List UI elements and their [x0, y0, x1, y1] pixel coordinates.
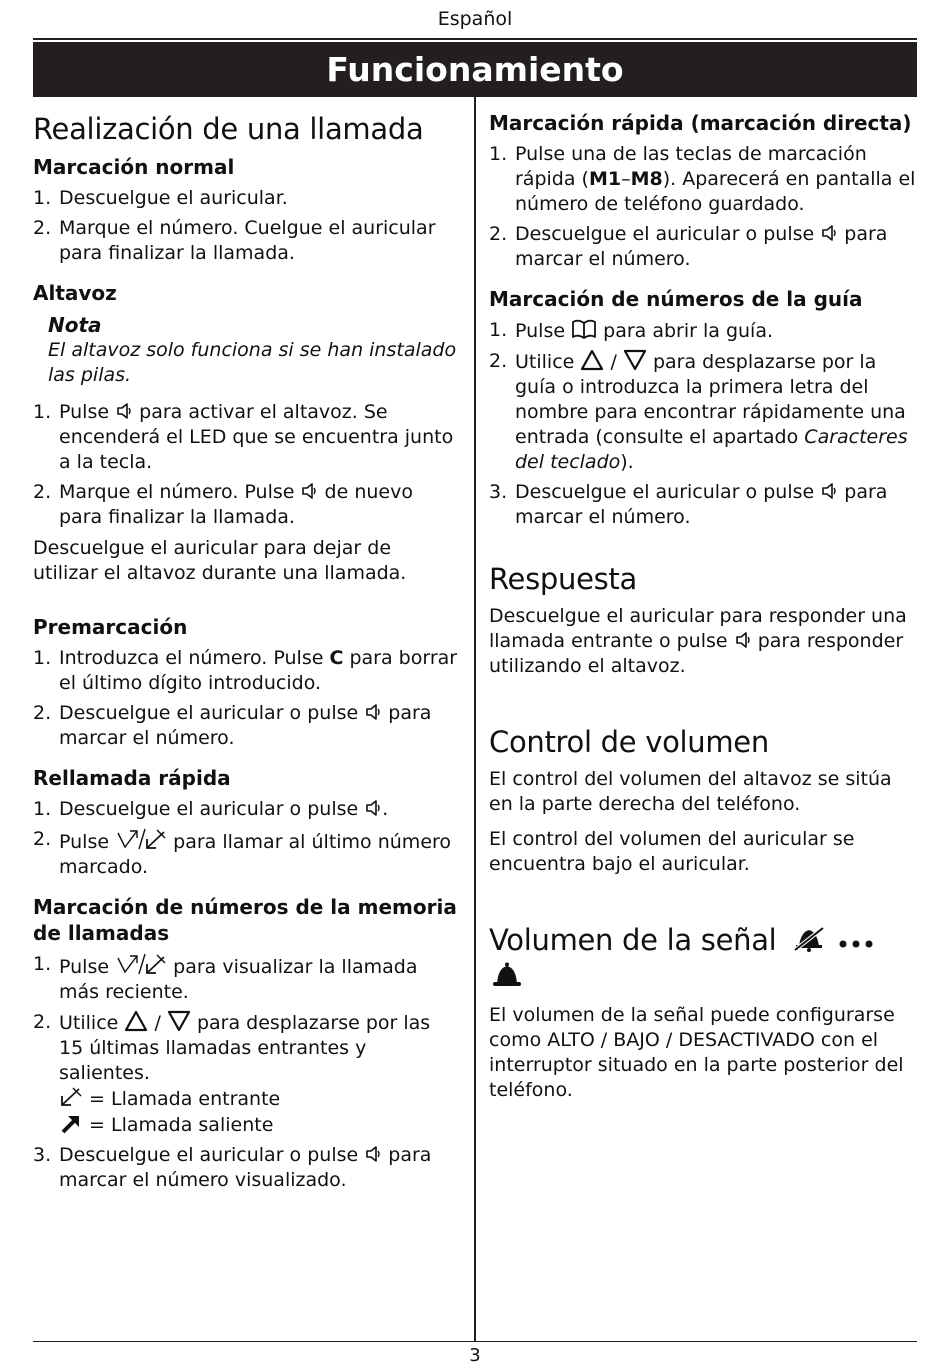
list-item: 1. Descuelgue el auricular. — [33, 187, 288, 209]
altavoz-paragraph: Descuelgue el auricular para dejar de utilizar el altavoz durante una llamada. — [33, 537, 407, 584]
heading-respuesta: Respuesta — [489, 562, 637, 596]
steps-marcacion-rapida — [489, 142, 917, 272]
subheading-memoria: Marcación de números de la memoria de llamadas — [33, 895, 457, 945]
right-column — [489, 104, 917, 1113]
heading-volumen-senal: Volumen de la señal — [489, 921, 917, 997]
list-item: 1. Descuelgue el auricular o pulse . — [33, 798, 389, 820]
bell-muted-icon — [791, 924, 827, 952]
heading-control-volumen: Control de volumen — [489, 725, 769, 759]
steps-marcacion-normal — [33, 186, 458, 266]
up-arrow-icon — [580, 349, 604, 371]
speaker-icon — [820, 223, 838, 243]
steps-premarcacion — [33, 646, 458, 751]
list-item: 2. Pulse para llamar al último número marcado. — [33, 828, 452, 878]
list-item: 2. Utilice / para desplazarse por la guía o introduzca la primera letra del nombre para encontrar rápidamente una entrada (consulte el apartado Caracteres del teclado). — [489, 350, 908, 473]
list-item: 3. Descuelgue el auricular o pulse para marcar el número visualizado. — [33, 1144, 432, 1191]
column-divider — [474, 97, 476, 1341]
legend-outgoing: = Llamada saliente — [59, 1112, 458, 1138]
note-text: El altavoz solo funciona si se han instalado las pilas. — [48, 339, 457, 386]
speaker-icon — [734, 630, 752, 650]
speaker-icon — [300, 481, 318, 501]
up-arrow-icon — [124, 1010, 148, 1032]
dots-icon — [836, 924, 876, 952]
key-c: C — [329, 647, 344, 669]
steps-rellamada — [33, 797, 458, 880]
senal-paragraph: El volumen de la señal puede configurarse como ALTO / BAJO / DESACTIVADO con el interruptor situado en la parte posterior del teléfono. — [489, 1004, 904, 1101]
subheading-altavoz: Altavoz — [33, 281, 117, 305]
list-item: 1. Pulse una de las teclas de marcación rápida (M1–M8). Aparecerá en pantalla el número de teléfono guardado. — [489, 143, 916, 215]
heading-realizacion: Realización de una llamada — [33, 112, 424, 146]
speaker-icon — [115, 401, 133, 421]
legend-incoming: = Llamada entrante — [59, 1086, 458, 1112]
subheading-premarcacion: Premarcación — [33, 615, 188, 639]
phonebook-icon — [571, 318, 597, 340]
list-item: 1. Pulse para activar el altavoz. Se encenderá el LED que se encuentra junto a la tecla. — [33, 401, 454, 473]
language-label: Español — [437, 8, 513, 30]
list-item: 3. Descuelgue el auricular o pulse para marcar el número. — [489, 481, 888, 528]
volumen-paragraph-1: El control del volumen del altavoz se sitúa en la parte derecha del teléfono. — [489, 768, 892, 815]
list-item: 2. Descuelgue el auricular o pulse para marcar el número. — [33, 702, 432, 749]
speaker-icon — [364, 702, 382, 722]
down-arrow-icon — [167, 1010, 191, 1032]
steps-altavoz — [33, 400, 458, 530]
page-number: 3 — [469, 1345, 481, 1366]
note-box — [48, 312, 458, 388]
volumen-paragraph-2: El control del volumen del auricular se encuentra bajo el auricular. — [489, 828, 855, 875]
note-title: Nota — [48, 313, 102, 337]
speaker-icon — [364, 1144, 382, 1164]
speaker-icon — [820, 481, 838, 501]
list-item: 1. Pulse para abrir la guía. — [489, 319, 774, 342]
subheading-rellamada: Rellamada rápida — [33, 766, 231, 790]
list-item: 2. Marque el número. Pulse de nuevo para finalizar la llamada. — [33, 481, 413, 528]
subheading-marcacion-rapida: Marcación rápida (marcación directa) — [489, 111, 912, 135]
redial-icon — [115, 952, 167, 976]
bell-icon — [489, 962, 525, 990]
left-column — [33, 104, 458, 1207]
respuesta-paragraph: Descuelgue el auricular para responder una llamada entrante o pulse para responder utilizando el altavoz. — [489, 605, 907, 677]
subheading-marcacion-normal: Marcación normal — [33, 155, 235, 179]
incoming-call-icon — [59, 1086, 83, 1108]
list-item: 2. Descuelgue el auricular o pulse para marcar el número. — [489, 223, 888, 270]
subheading-guia: Marcación de números de la guía — [489, 287, 863, 311]
list-item: 2. Marque el número. Cuelgue el auricular para finalizar la llamada. — [33, 217, 436, 264]
steps-guia — [489, 318, 917, 530]
outgoing-call-icon — [59, 1112, 83, 1134]
list-item: 2. Utilice / para desplazarse por las 15 últimas llamadas entrantes y salientes. = Llamada entrante = Llamada saliente — [33, 1010, 458, 1138]
reference-caracteres: Caracteres del teclado — [515, 426, 908, 473]
list-item: 1. Pulse para visualizar la llamada más reciente. — [33, 953, 418, 1003]
list-item: 1. Introduzca el número. Pulse C para borrar el último dígito introducido. — [33, 647, 458, 694]
steps-memoria — [33, 952, 458, 1193]
redial-icon — [115, 827, 167, 851]
header-rule — [33, 38, 917, 40]
speaker-icon — [364, 798, 382, 818]
section-banner: Funcionamiento — [33, 42, 917, 97]
down-arrow-icon — [623, 349, 647, 371]
footer-rule — [33, 1341, 917, 1342]
